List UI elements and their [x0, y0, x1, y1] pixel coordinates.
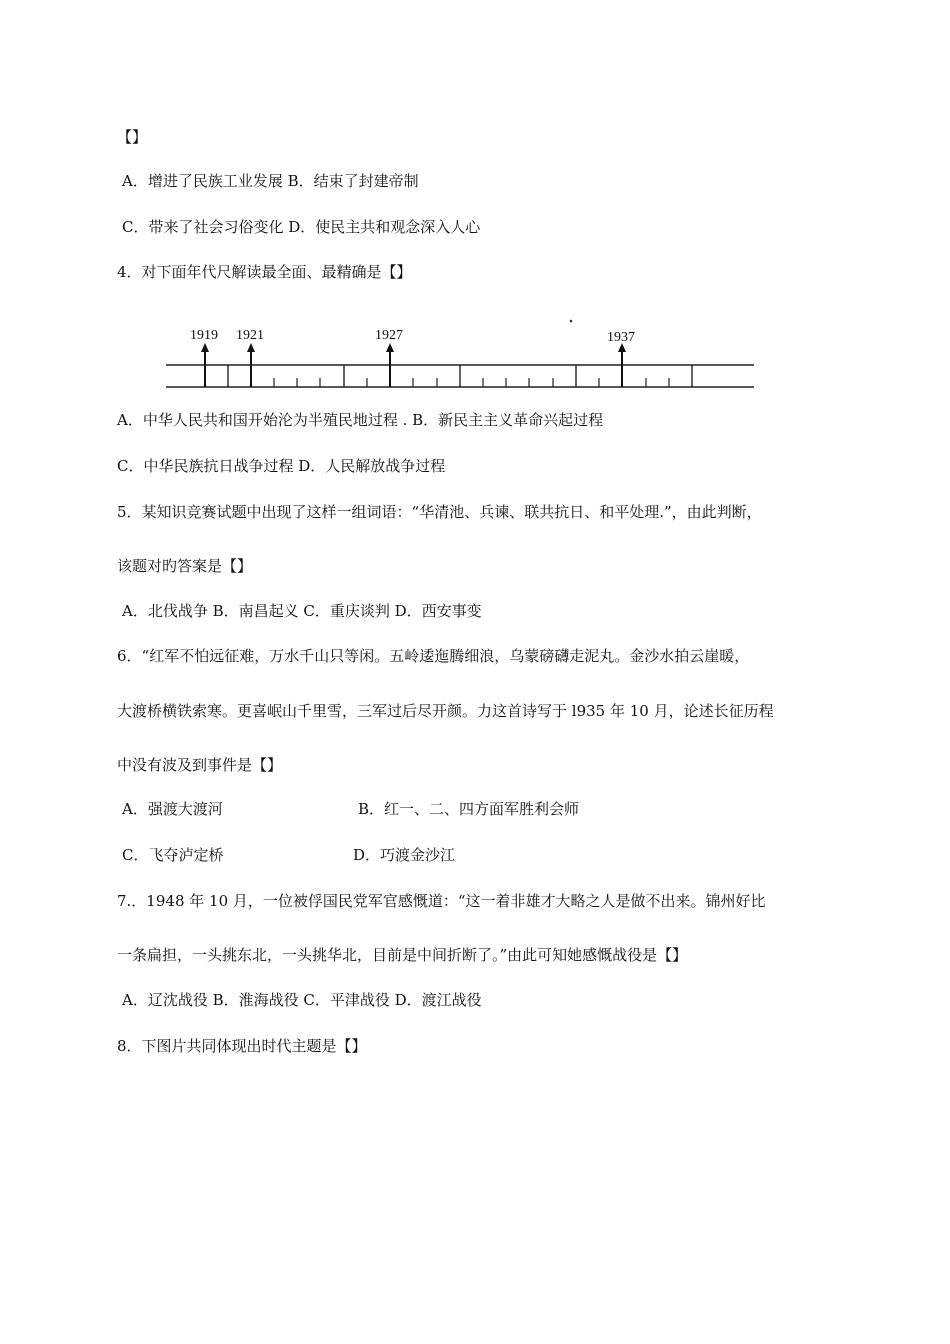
- year-label: 1919: [190, 328, 218, 343]
- q3-options-ab: A．增进了民族工业发展 B．结束了封建帝制: [122, 172, 419, 190]
- q7-options: A．辽沈战役 B．淮海战役 C．平津战役 D．渡江战役: [122, 991, 482, 1009]
- timeline-marker-1937: [607, 330, 635, 387]
- q6-stem: 6．“红军不怕远征难，万水千山只等闲。五岭逶迤腾细浪，乌蒙磅礴走泥丸。金沙水拍云崖暖，: [117, 647, 750, 665]
- q6-option-b: B．红一、二、四方面军胜利会师: [358, 800, 580, 818]
- timeline-marker-1919: [190, 328, 218, 387]
- q4-options-ab: A．中华人民共和国开始沦为半殖民地过程 . B．新民主主义革命兴起过程: [117, 411, 604, 429]
- q4-stem: 4．对下面年代尺解读最全面、最精确是【】: [117, 263, 412, 281]
- q5-options: A．北伐战争 B．南昌起义 C．重庆谈判 D．西安事变: [122, 602, 482, 620]
- year-label: 1927: [375, 328, 403, 343]
- q8-stem: 8．下图片共同体现出时代主题是【】: [117, 1037, 367, 1055]
- year-label: 1937: [607, 330, 635, 345]
- q6-stem-end: 中没有波及到事件是【】: [117, 756, 283, 774]
- q7-stem: 7.．1948 年 10 月，一位被俘国民党军官感慨道：“这一着非雄才大略之人是做不出来。锦州好比: [117, 892, 766, 910]
- q4-options-cd: C．中华民族抗日战争过程 D．人民解放战争过程: [117, 457, 446, 475]
- q6-option-c: C．飞夺泸定桥: [122, 846, 224, 864]
- timeline-marker-1921: [236, 328, 264, 387]
- q5-stem: 5．某知识竞赛试题中出现了这样一组词语：“华清池、兵谏、联共抗日、和平处理.”，由此判断，: [117, 503, 762, 521]
- q6-option-d: D．巧渡金沙江: [353, 846, 456, 864]
- q6-option-a: A．强渡大渡河: [122, 800, 223, 818]
- year-label: 1921: [236, 328, 264, 343]
- q6-stem-cont: 大渡桥横铁索寒。更喜岷山千里雪，三军过后尽开颜。力这首诗写于 l935 年 10 月，论述长征历程: [117, 702, 774, 720]
- q3-options-cd: C．带来了社会习俗变化 D．使民主共和观念深入人心: [122, 218, 481, 236]
- q5-stem-cont: 该题对旳答案是【】: [117, 557, 253, 575]
- q7-stem-cont: 一条扁担，一头挑东北，一头挑华北，目前是中间折断了。”由此可知她感慨战役是【】: [117, 946, 688, 964]
- bracket-line: 【】: [117, 128, 148, 146]
- timeline-ruler: [160, 316, 760, 396]
- timeline-marker-1927: [375, 328, 403, 387]
